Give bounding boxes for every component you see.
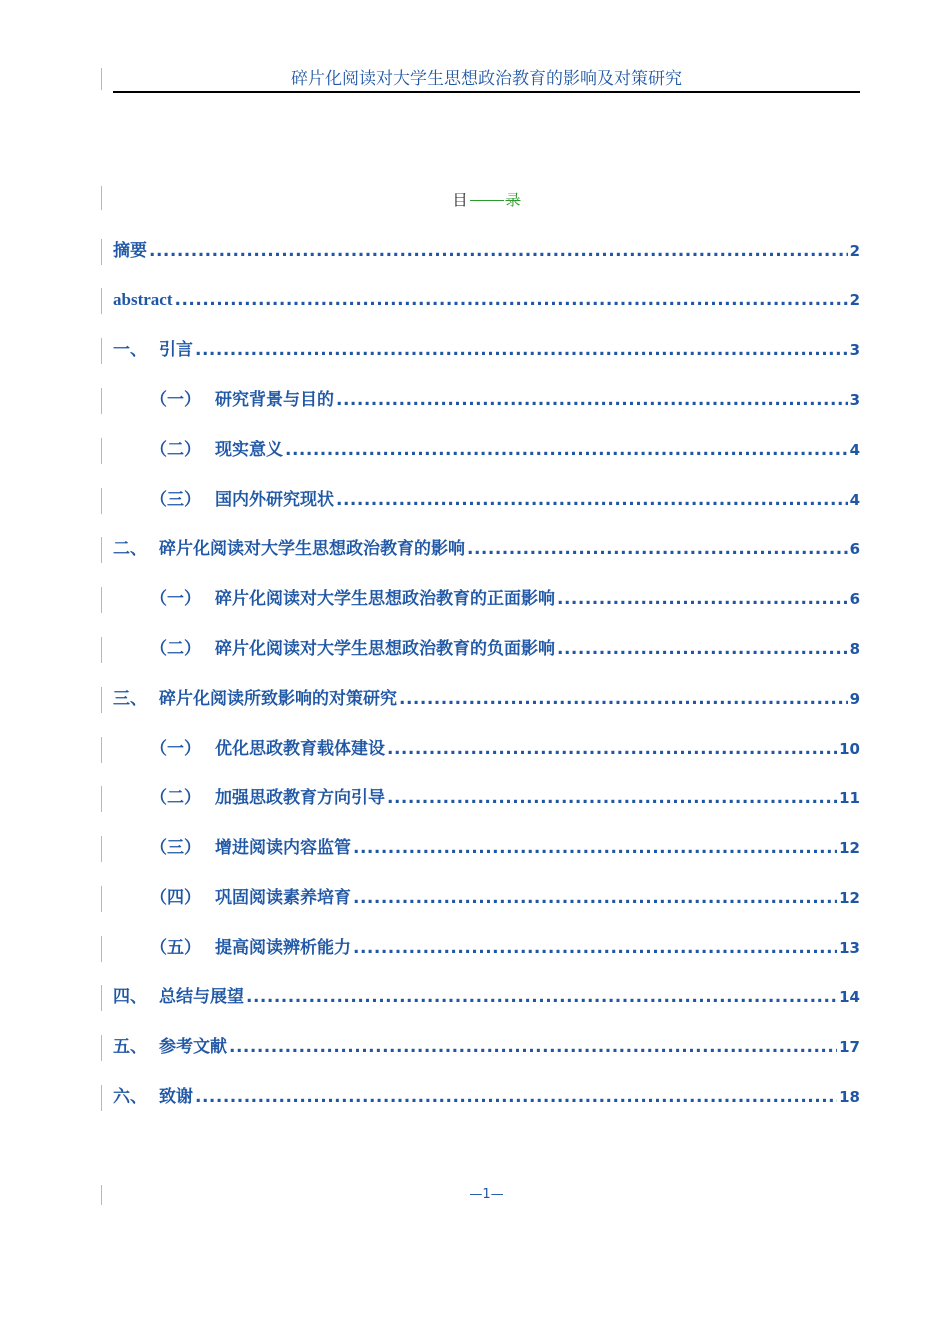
change-bar — [101, 1035, 102, 1061]
toc-entry-page: 12 — [839, 889, 860, 907]
toc-entry-page: 11 — [839, 789, 860, 807]
toc-entry-page: 3 — [849, 391, 860, 409]
toc-entry-label: 碎片化阅读对大学生思想政治教育的正面影响 — [215, 589, 555, 609]
toc-entry[interactable] — [113, 1035, 860, 1059]
toc-entry[interactable] — [113, 288, 860, 312]
toc-entry-number: 三、 — [113, 689, 147, 709]
toc-entry-label: 引言 — [159, 340, 193, 360]
running-header-title: 碎片化阅读对大学生思想政治教育的影响及对策研究 — [291, 69, 682, 89]
toc-entry-number: （三） — [150, 838, 201, 858]
toc-entry-number: （二） — [150, 440, 201, 460]
toc-entry-number: 四、 — [113, 987, 147, 1007]
toc-entry-page: 13 — [839, 939, 860, 957]
toc-entry[interactable] — [150, 786, 860, 810]
change-bar — [101, 338, 102, 364]
dot-leader — [195, 338, 848, 362]
toc-entry-label: 碎片化阅读所致影响的对策研究 — [159, 689, 397, 709]
toc-entry-page: 6 — [849, 590, 860, 608]
toc-entry-number: （四） — [150, 888, 201, 908]
change-bar — [101, 886, 102, 912]
toc-heading — [113, 189, 860, 211]
toc-entry-label: 参考文献 — [159, 1037, 227, 1057]
toc-entry-page: 4 — [849, 441, 860, 459]
toc-entry-label: 巩固阅读素养培育 — [215, 888, 351, 908]
toc-entry-page: 9 — [849, 690, 860, 708]
toc-heading-right: 录 — [505, 191, 521, 209]
toc-entry-number: （三） — [150, 490, 201, 510]
change-bar — [101, 637, 102, 663]
toc-entry[interactable] — [150, 886, 860, 910]
toc-entry-number: 六、 — [113, 1087, 147, 1107]
toc-entry-label: 加强思政教育方向引导 — [215, 788, 385, 808]
toc-entry-label: 总结与展望 — [159, 987, 244, 1007]
dot-leader — [336, 388, 848, 412]
toc-entry-page: 12 — [839, 839, 860, 857]
change-bar — [101, 687, 102, 713]
toc-entry[interactable] — [150, 488, 860, 512]
toc-entry-number: 五、 — [113, 1037, 147, 1057]
toc-entry-label: 提高阅读辨析能力 — [215, 938, 351, 958]
toc-entry-number: 二、 — [113, 539, 147, 559]
toc-entry-number: （二） — [150, 788, 201, 808]
change-bar — [101, 68, 102, 90]
dot-leader — [195, 1085, 837, 1109]
toc-entry-label: 国内外研究现状 — [215, 490, 334, 510]
dot-leader — [353, 936, 837, 960]
change-bar — [101, 836, 102, 862]
toc-entry-number: （五） — [150, 938, 201, 958]
toc-entry-number: （一） — [150, 589, 201, 609]
toc-entry-label: 优化思政教育载体建设 — [215, 739, 385, 759]
dot-leader — [387, 786, 837, 810]
dot-leader — [467, 537, 848, 561]
toc-entry-label: 研究背景与目的 — [215, 390, 334, 410]
toc-entry-page: 17 — [839, 1038, 860, 1056]
toc-entry-number: （一） — [150, 390, 201, 410]
toc-entry-label: 碎片化阅读对大学生思想政治教育的负面影响 — [215, 639, 555, 659]
toc-entry[interactable] — [113, 985, 860, 1009]
toc-entry[interactable] — [113, 338, 860, 362]
header-rule — [113, 91, 860, 93]
dot-leader — [174, 288, 847, 312]
change-bar — [101, 1085, 102, 1111]
toc-entry[interactable] — [150, 438, 860, 462]
dot-leader — [229, 1035, 837, 1059]
change-bar — [101, 587, 102, 613]
toc-entry-number: （一） — [150, 739, 201, 759]
toc-entry-number: 一、 — [113, 340, 147, 360]
dot-leader — [353, 886, 837, 910]
toc-entry-page: 6 — [849, 540, 860, 558]
toc-entry[interactable] — [150, 936, 860, 960]
toc-entry[interactable] — [113, 239, 860, 263]
dot-leader — [387, 737, 837, 761]
toc-entry-number: （二） — [150, 639, 201, 659]
page-number: —1— — [469, 1187, 504, 1202]
tracked-change-mark — [470, 200, 504, 201]
change-bar — [101, 186, 102, 210]
toc-entry-label: 致谢 — [159, 1087, 193, 1107]
toc-entry[interactable] — [113, 537, 860, 561]
toc-entry-page: 10 — [839, 740, 860, 758]
change-bar — [101, 537, 102, 563]
toc-entry[interactable] — [113, 1085, 860, 1109]
toc-entry[interactable] — [150, 637, 860, 661]
dot-leader — [285, 438, 848, 462]
dot-leader — [336, 488, 848, 512]
change-bar — [101, 388, 102, 414]
change-bar — [101, 737, 102, 763]
toc-entry[interactable] — [150, 836, 860, 860]
toc-entry-page: 2 — [849, 242, 860, 260]
change-bar — [101, 786, 102, 812]
change-bar — [101, 985, 102, 1011]
dot-leader — [246, 985, 837, 1009]
toc-entry-page: 4 — [849, 491, 860, 509]
dot-leader — [399, 687, 848, 711]
toc-entry-label: 增进阅读内容监管 — [215, 838, 351, 858]
toc-entry-page: 3 — [849, 341, 860, 359]
dot-leader — [557, 587, 848, 611]
toc-entry-page: 2 — [849, 291, 860, 309]
toc-entry[interactable] — [113, 687, 860, 711]
toc-entry-page: 8 — [849, 640, 860, 658]
toc-entry[interactable] — [150, 737, 860, 761]
change-bar — [101, 1185, 102, 1205]
change-bar — [101, 936, 102, 962]
toc-entry[interactable] — [150, 388, 860, 412]
toc-entry-label: 摘要 — [113, 241, 147, 261]
toc-entry-label: 现实意义 — [215, 440, 283, 460]
toc-heading-left: 目 — [452, 191, 468, 209]
toc-entry-label: abstract — [113, 290, 173, 309]
toc-entry[interactable] — [150, 587, 860, 611]
dot-leader — [557, 637, 848, 661]
dot-leader — [149, 239, 848, 263]
change-bar — [101, 488, 102, 514]
change-bar — [101, 239, 102, 265]
toc-entry-page: 18 — [839, 1088, 860, 1106]
change-bar — [101, 288, 102, 314]
toc-entry-page: 14 — [839, 988, 860, 1006]
change-bar — [101, 438, 102, 464]
toc-entry-label: 碎片化阅读对大学生思想政治教育的影响 — [159, 539, 465, 559]
dot-leader — [353, 836, 837, 860]
